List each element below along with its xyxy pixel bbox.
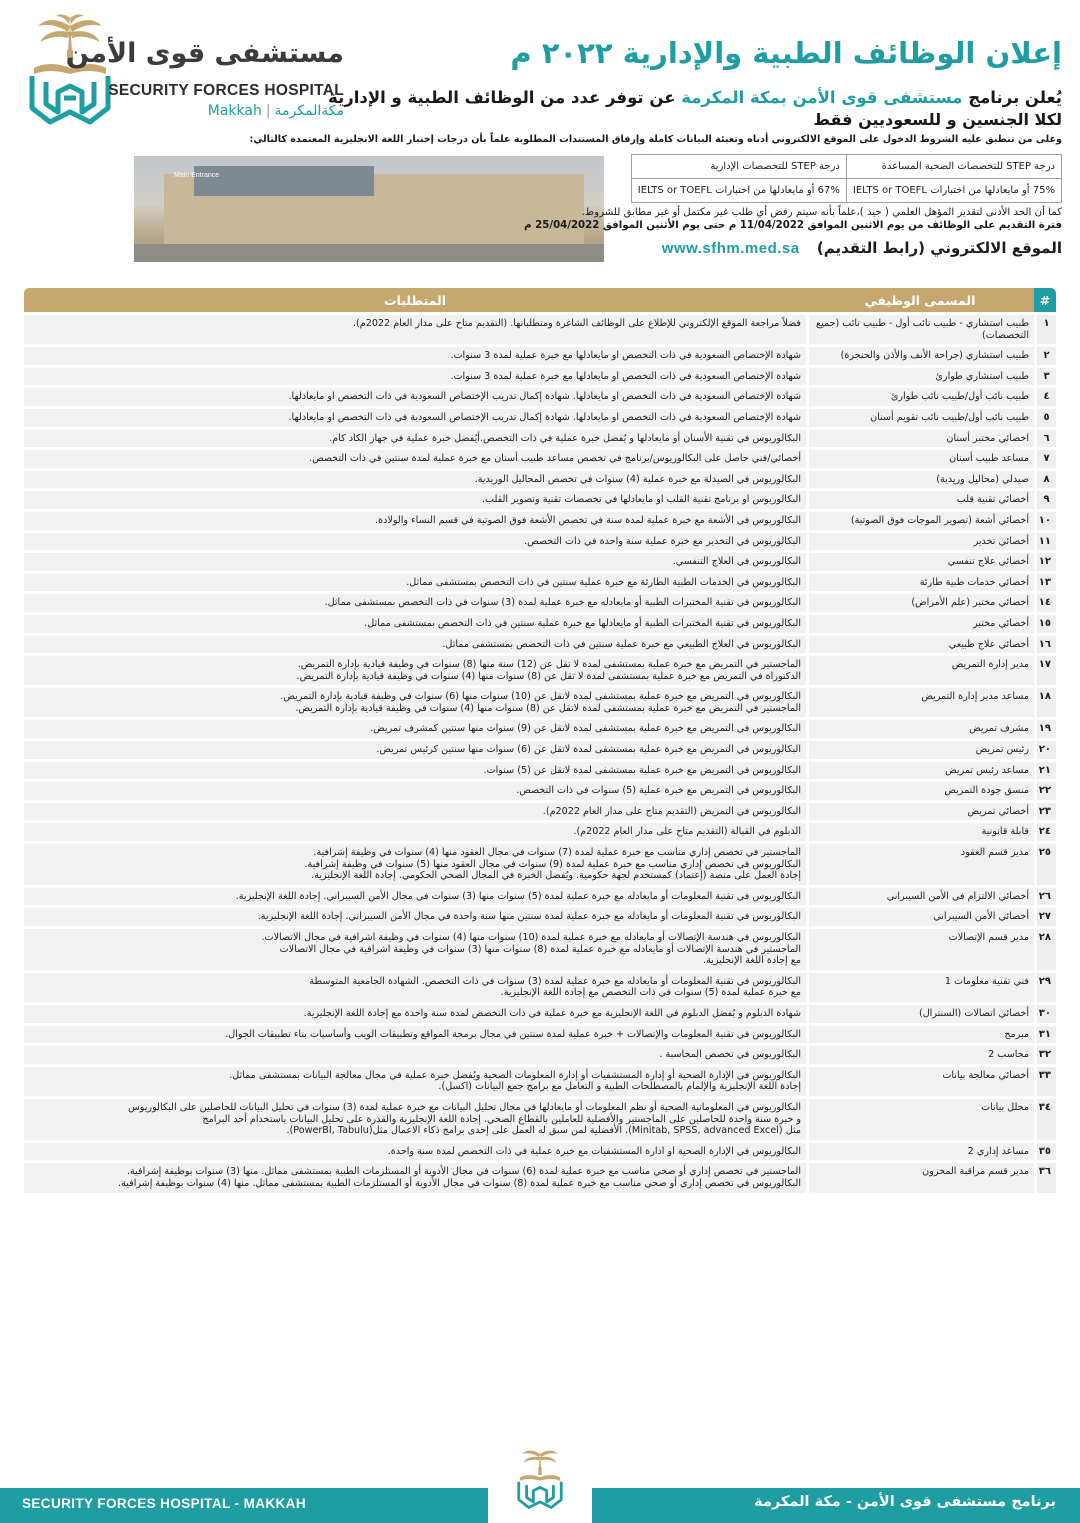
requirement-line: البكالوريوس في التمريض (التقديم متاح على مدار العام 2022م).	[542, 805, 801, 817]
row-requirements	[24, 1005, 806, 1023]
row-job-title: صيدلي (محاليل وريدية)	[806, 471, 1034, 489]
requirement-line: شهادة الدبلوم و يُفضل الدبلوم في اللغة الإنجليزية مع خبرة عملية في ذات التخصص لمدة سنة واحدة مع إجادة اللغة الإنجليزية.	[303, 1007, 801, 1019]
requirement-line: البكالوريوس في التمريض مع خبرة عملية بمستشفى لمدة لاتقل عن (9) سنوات منها سنتين كمشرف تمريض.	[370, 723, 801, 735]
requirement-line: البكالوريوس او برنامج تقنية القلب او مايعادلها في تخصصات تقنية وتصوير القلب.	[481, 494, 801, 506]
row-requirements	[24, 636, 806, 654]
row-job-title: أخصائي مختبر (علم الأمراض)	[806, 594, 1034, 612]
table-row	[24, 1163, 1056, 1192]
requirement-line: شهادة الإختصاص السعودية في ذات التخصص او مايعادلها. شهادة إكمال تدريب الإختصاص السعودية في ذات التخصص او مايعادلها.	[288, 391, 801, 403]
jobs-table	[24, 285, 1056, 1196]
row-job-title: مدير إدارة التمريض	[806, 656, 1034, 685]
row-requirements	[24, 574, 806, 592]
eligibility-line: لكلا الجنسين و للسعوديين فقط	[813, 110, 1062, 129]
requirement-line: الماجستير في تخصص إداري مناسب مع خبرة عملية لمدة (7) سنوات في مجال العقود منها (4) سنوات في وظيفة إشرافية.	[313, 847, 801, 859]
row-requirements	[24, 741, 806, 759]
header-job-title: المسمى الوظيفي	[806, 288, 1034, 312]
row-job-title: أخصائي معالجة بيانات	[806, 1067, 1034, 1096]
row-requirements	[24, 491, 806, 509]
jobs-table-body	[24, 315, 1056, 1193]
row-job-title: مشرف تمريض	[806, 720, 1034, 738]
requirement-line: و خبرة سنة واحدة للحاصلين على الماجستير والأفضلية للعاملين بالقطاع الصحي. إجادة اللغة الإنجليزية والقدرة على تحليل البيانات باستخدام أحد البرامج	[202, 1113, 801, 1125]
requirement-line: البكالوريوس في العلاج التنفسي.	[672, 556, 801, 568]
logo-city-ar: مكةالمكرمة	[274, 103, 344, 119]
row-requirements	[24, 471, 806, 489]
row-requirements	[24, 688, 806, 717]
requirement-line: مثل (Minitab, SPSS, advanced Excel). الأفضلية لمن سبق له العمل على إحدى برامج ذكاء الاعمال مثل(PowerBI, Tabulu).	[286, 1125, 801, 1137]
row-job-title: أخصائي تخدير	[806, 533, 1034, 551]
row-job-title: أخصائي الالتزام في الأمن السيبراني	[806, 888, 1034, 906]
table-row	[24, 1099, 1056, 1140]
table-row	[24, 1046, 1056, 1064]
row-requirements	[24, 1067, 806, 1096]
row-job-title: رئيس تمريض	[806, 741, 1034, 759]
row-requirements	[24, 594, 806, 612]
row-number: ٩	[1034, 491, 1056, 509]
note-min-grade: كما أن الحد الأدنى لتقدير المؤهل العلمي ( جيد )،علماً بأنه سيتم رفض أي طلب غير مكتمل أو غير مطابق للشروط.	[581, 207, 1062, 218]
application-notes	[524, 207, 1062, 232]
palm-emblem-icon	[20, 12, 120, 130]
row-job-title: مساعد مدير إدارة التمريض	[806, 688, 1034, 717]
row-job-title: طبيب نائب أول/طبيب نائب طوارئ	[806, 388, 1034, 406]
row-number: ١٧	[1034, 656, 1056, 685]
step-health-header: درجة STEP للتخصصات الصحية المساعدة	[846, 155, 1061, 179]
requirement-line: البكالوريوس في التمريض مع خبرة عملية بمستشفى لمدة لاتقل عن (10) سنوات منها (6) سنوات في وظيفة قيادية بإدارة التمريض.	[280, 691, 801, 703]
row-number: ٣٣	[1034, 1067, 1056, 1096]
row-requirements	[24, 1099, 806, 1140]
table-row	[24, 1026, 1056, 1044]
table-row	[24, 1143, 1056, 1161]
requirement-line: البكالوريوس في الإدارة الصحية او ادارة المستشفيات مع خبرة عملية في ذات التخصص لمدة سنة واحدة.	[387, 1145, 801, 1157]
row-number: ٣	[1034, 368, 1056, 386]
row-requirements	[24, 315, 806, 344]
requirement-line: البكالوريوس في التمريض مع خبرة عملية بمستشفى لمدة لاتقل عن (6) سنوات منها سنتين كرئيس تمريض.	[376, 744, 801, 756]
step-admin-header: درجة STEP للتخصصات الإدارية	[631, 155, 846, 179]
requirement-line: الدبلوم في القبالة (التقديم متاح على مدار العام 2022م).	[573, 826, 801, 838]
logo-city: Makkah | مكةالمكرمة	[207, 103, 344, 119]
requirement-line: إجادة اللغة الإنجليزية والإلمام بالمصطلحات الطبية و التعامل مع برامج جمع البيانات (اكسل).	[438, 1081, 801, 1093]
requirement-line: البكالوريوس في العلاج الطبيعي مع خبرة عملية سنتين في ذات التخصص بمستشفى مماثل.	[442, 638, 801, 650]
row-number: ٢٥	[1034, 844, 1056, 885]
row-requirements	[24, 973, 806, 1002]
logo-city-en: Makkah	[207, 103, 262, 119]
requirement-line: البكالوريوس في تخصص المحاسبة .	[659, 1049, 801, 1061]
logo-english-name: SECURITY FORCES HOSPITAL	[108, 82, 344, 99]
row-job-title: مساعد إداري 2	[806, 1143, 1034, 1161]
requirement-line: البكالوريوس في الصيدلة مع خبرة عملية (4) سنوات في تخصص المحاليل الوريدية.	[474, 473, 801, 485]
row-job-title: منسق جودة التمريض	[806, 782, 1034, 800]
table-row	[24, 512, 1056, 530]
table-row	[24, 315, 1056, 344]
requirement-line: مع خبرة عملية لمدة (5) سنوات في ذات التخصص مع إجادة اللغة الإنجليزية.	[500, 987, 801, 999]
requirement-line: البكالوريوس في تقنية المعلومات والإتصالات + خبرة عملية لمدة سنتين في مجال برمجة المواقع وتطبيقات الويب وأساسيات بناء تطبيقات الجوال.	[225, 1028, 801, 1040]
row-job-title: أخصائي أشعة (تصوير الموجات فوق الصوتية)	[806, 512, 1034, 530]
row-requirements	[24, 1046, 806, 1064]
table-row	[24, 471, 1056, 489]
table-row	[24, 823, 1056, 841]
requirement-line: أخصائي/فني حاصل على البكالوريوس/برنامج في تخصص مساعد طبيب أسنان مع خبرة عملية لمدة سنتين في ذات التخصص.	[309, 453, 801, 465]
announcement-subtitle	[328, 88, 1062, 107]
row-number: ٢٤	[1034, 823, 1056, 841]
table-row	[24, 430, 1056, 448]
row-number: ٢٢	[1034, 782, 1056, 800]
requirement-line: البكالوريوس في تقنية المعلومات أو مايعادله مع خبرة عملية لمدة (5) سنوات منها (3) سنوات في مجال الأمن السيبراني. إجادة اللغة الإنجليزية.	[235, 890, 801, 902]
table-row	[24, 533, 1056, 551]
row-number: ٢١	[1034, 762, 1056, 780]
table-row	[24, 656, 1056, 685]
row-requirements	[24, 533, 806, 551]
hospital-logo	[14, 12, 344, 130]
requirement-line: البكالوريوس في تقنية المختبرات الطبية أو مايعادله مع خبرة عملية لمدة (3) سنوات في ذات التخصص بمستشفى مماثل.	[324, 597, 801, 609]
requirement-line: شهادة الإختصاص السعودية في ذات التخصص او مايعادلها مع خبرة عملية لمدة 3 سنوات.	[450, 370, 801, 382]
row-job-title: فني تقنية معلومات 1	[806, 973, 1034, 1002]
requirement-line: البكالوريوس في التخدير مع خبرة عملية سنة واحدة في ذات التخصص.	[524, 535, 801, 547]
note-application-period: فترة التقديم على الوظائف من يوم الاثنين الموافق 11/04/2022 م حتى يوم الأثنين الموافق 25/04/2022 م	[524, 219, 1062, 231]
footer-palm-emblem-icon	[508, 1446, 572, 1512]
requirement-line: فضلاً مراجعة الموقع الإلكتروني للإطلاع على الوظائف الشاغرة ومتطلباتها. (التقديم متاح على مدار العام 2022م).	[352, 318, 801, 329]
row-number: ٥	[1034, 409, 1056, 427]
requirement-line: الماجستير في التمريض مع خبرة عملية بمستشفى لمدة لاتقل عن (8) سنوات منها (4) سنوات في وظيفة قيادية بإدارة التمريض.	[295, 702, 801, 714]
step-admin-value: 67% أو مايعادلها من اختبارات IELTS or TOEFL	[631, 179, 846, 203]
table-row	[24, 720, 1056, 738]
requirement-line: البكالوريوس في تقنية الأسنان أو مايعادلها و يُفضل خبرة عملية في ذات التخصص.أيُفضل خبرة عملية في جهاز الكاد كام.	[329, 432, 801, 444]
table-row	[24, 929, 1056, 970]
table-row	[24, 688, 1056, 717]
english-score-table	[631, 154, 1062, 203]
requirement-line: شهادة الإختصاص السعودية في ذات التخصص او مايعادلها. شهادة إكمال تدريب الإختصاص السعودية في ذات التخصص او مايعادلها.	[288, 411, 801, 423]
requirement-line: البكالوريوس في هندسة الإتصالات أو مايعادله مع خبرة عملية لمدة (10) سنوات منها (4) سنوات في وظيفة اشرافية في مجال الاتصالات.	[261, 932, 801, 943]
row-job-title: أخصائي علاج طبيعي	[806, 636, 1034, 654]
row-requirements	[24, 512, 806, 530]
table-row	[24, 973, 1056, 1002]
table-row	[24, 908, 1056, 926]
row-requirements	[24, 347, 806, 365]
row-job-title: محاسب 2	[806, 1046, 1034, 1064]
website-link[interactable]: www.sfhm.med.sa	[661, 240, 800, 257]
row-number: ١٨	[1034, 688, 1056, 717]
row-number: ١٢	[1034, 553, 1056, 571]
table-row	[24, 636, 1056, 654]
row-job-title: محلل بيانات	[806, 1099, 1034, 1140]
table-row	[24, 574, 1056, 592]
row-job-title: أخصائي علاج تنفسي	[806, 553, 1034, 571]
table-row	[24, 368, 1056, 386]
table-row	[24, 782, 1056, 800]
row-number: ٢٧	[1034, 908, 1056, 926]
row-job-title: طبيب استشاري طوارئ	[806, 368, 1034, 386]
main-entrance-sign: Main Entrance	[174, 172, 220, 179]
table-row	[24, 1005, 1056, 1023]
row-requirements	[24, 388, 806, 406]
table-row	[24, 888, 1056, 906]
row-number: ٣٦	[1034, 1163, 1056, 1192]
row-requirements	[24, 929, 806, 970]
row-requirements	[24, 844, 806, 885]
subtitle-suffix: عن توفر عدد من الوظائف الطبية و الإدارية	[328, 88, 676, 107]
row-number: ٦	[1034, 430, 1056, 448]
page-title: إعلان الوظائف الطبية والإدارية ٢٠٢٢ م	[510, 36, 1062, 70]
row-number: ٧	[1034, 450, 1056, 468]
website-label: الموقع الالكتروني (رابط التقديم)	[816, 239, 1062, 257]
row-number: ٢٣	[1034, 803, 1056, 821]
requirement-line: البكالوريوس في تخصص إداري أو صحي مناسب مع خبرة عملية لمدة (8) سنوات في مجال الأدوية أو المستلزمات الطبية بمستشفى مماثل. منها (4) سنوات بوظيفة إشرافية.	[118, 1177, 801, 1189]
footer-arabic-text: برنامج مستشفى قوى الأمن - مكة المكرمة	[754, 1494, 1056, 1510]
table-row	[24, 803, 1056, 821]
header-number: #	[1034, 288, 1056, 312]
row-number: ١٦	[1034, 636, 1056, 654]
row-requirements	[24, 762, 806, 780]
row-job-title: أخصائي مختبر	[806, 615, 1034, 633]
table-row	[24, 615, 1056, 633]
row-requirements	[24, 823, 806, 841]
row-requirements	[24, 720, 806, 738]
footer-english-text: SECURITY FORCES HOSPITAL - MAKKAH	[22, 1496, 306, 1511]
jobs-table-header	[24, 288, 1056, 312]
row-requirements	[24, 782, 806, 800]
table-row	[24, 450, 1056, 468]
row-job-title: مدير قسم الإتصالات	[806, 929, 1034, 970]
requirement-line: البكالوريوس في تقنية المختبرات الطبية أو مايعادلها مع خبرة عملية سنتين في ذات التخصص بمستشفى مماثل.	[364, 617, 801, 629]
row-requirements	[24, 409, 806, 427]
row-number: ٢	[1034, 347, 1056, 365]
row-number: ١٥	[1034, 615, 1056, 633]
row-job-title: اخصائي مختبر أسنان	[806, 430, 1034, 448]
table-row	[24, 762, 1056, 780]
row-requirements	[24, 1163, 806, 1192]
row-number: ٢٨	[1034, 929, 1056, 970]
table-row	[24, 347, 1056, 365]
row-job-title: مبرمج	[806, 1026, 1034, 1044]
header-requirements: المتطلبات	[24, 288, 806, 312]
row-number: ٣٠	[1034, 1005, 1056, 1023]
row-number: ١٩	[1034, 720, 1056, 738]
row-requirements	[24, 1026, 806, 1044]
row-number: ٢٩	[1034, 973, 1056, 1002]
row-job-title: قابلة قانونية	[806, 823, 1034, 841]
table-row	[24, 1067, 1056, 1096]
requirement-line: البكالوريوس في الأشعة مع خبرة عملية لمدة سنة في تخصص الأشعة فوق الصوتية في قسم النساء والولادة.	[375, 514, 801, 526]
row-number: ١٣	[1034, 574, 1056, 592]
road-shape	[134, 244, 604, 262]
logo-arabic-name: مستشفى قوى الأمن	[66, 38, 344, 69]
requirement-line: البكالوريوس في الخدمات الطبية الطارئة مع خبرة عملية سنتين في ذات التخصص بمستشفى مماثل.	[406, 576, 801, 588]
row-number: ١٤	[1034, 594, 1056, 612]
row-requirements	[24, 656, 806, 685]
row-job-title: مساعد طبيب أسنان	[806, 450, 1034, 468]
row-requirements	[24, 908, 806, 926]
subtitle-org: مستشفى قوى الأمن بمكة المكرمة	[681, 88, 963, 107]
requirement-line: البكالوريوس في المعلوماتية الصحية أو نظم المعلومات أو مايعادلها في مجال تحليل البيانات مع خبرة عملية لمدة (3) سنوات في تحليل البيانات للحاصلين على البكالوريوس	[128, 1101, 801, 1113]
row-requirements	[24, 1143, 806, 1161]
requirement-line: البكالوريوس في تقنية المعلومات أو مايعادله مع خبرة عملية لمدة (3) سنوات في ذات التخصص. الشهادة الجامعية المتوسطة	[309, 975, 801, 987]
requirement-line: البكالوريوس في تخصص إداري مناسب مع خبرة عملية لمدة (9) سنوات في مجال العقود منها (5) سنوات في وظيفة إشرافية.	[304, 858, 801, 870]
row-job-title: طبيب استشاري (جراحة الأنف والأذن والحنجرة)	[806, 347, 1034, 365]
row-requirements	[24, 803, 806, 821]
requirement-line: البكالوريوس في الإدارة الصحية أو إدارة المستشفيات أو إدارة المعلومات الصحية ويُفضل خبرة عملية في مجال معالجة البيانات بمستشفى مماثل.	[229, 1069, 801, 1081]
requirement-line: البكالوريوس في التمريض مع خبرة عملية بمستشفى لمدة لاتقل عن (5) سنوات.	[483, 764, 801, 776]
row-job-title: مساعد رئيس تمريض	[806, 762, 1034, 780]
requirement-line: الدكتوراة في التمريض مع خبرة عملية بمستشفى لمدة لا تقل عن (8) سنوات منها (4) سنوات في وظيفة قيادية بإدارة التمريض.	[296, 670, 801, 682]
row-number: ٢٦	[1034, 888, 1056, 906]
table-row	[24, 409, 1056, 427]
table-row	[24, 388, 1056, 406]
row-requirements	[24, 430, 806, 448]
row-job-title: أخصائي تمريض	[806, 803, 1034, 821]
row-job-title: أخصائي تقنية قلب	[806, 491, 1034, 509]
row-job-title: أخصائي اتصالات (السنترال)	[806, 1005, 1034, 1023]
row-job-title: طبيب نائب أول/طبيب نائب تقويم أسنان	[806, 409, 1034, 427]
building-roof-shape	[194, 166, 374, 196]
requirement-line: إجادة العمل على منصة (إعتماد) كمستخدم لجهة حكومية. ويُفضل الخبرة في المجال الصحي الحكومي. إجادة اللغة الإنجليزية.	[311, 870, 801, 882]
requirement-line: الماجستير في تخصص إداري أو صحي مناسب مع خبرة عملية لمدة (6) سنوات في مجال الأدوية أو المستلزمات الطبية بمستشفى مماثل. منها (3) سنوات بوظيفة إشرافية.	[126, 1166, 801, 1178]
row-job-title: طبيب استشاري - طبيب نائب أول - طبيب نائب (جميع التخصصات)	[806, 315, 1034, 344]
row-number: ٣٥	[1034, 1143, 1056, 1161]
row-job-title: أخصائي الأمن السيبراني	[806, 908, 1034, 926]
row-requirements	[24, 615, 806, 633]
row-requirements	[24, 368, 806, 386]
table-row	[24, 553, 1056, 571]
row-number: ٨	[1034, 471, 1056, 489]
row-job-title: أخصائي خدمات طبية طارئة	[806, 574, 1034, 592]
row-requirements	[24, 553, 806, 571]
table-row	[24, 844, 1056, 885]
row-job-title: مدير قسم مراقبة المخزون	[806, 1163, 1034, 1192]
row-number: ١٠	[1034, 512, 1056, 530]
row-job-title: مدير قسم العقود	[806, 844, 1034, 885]
table-row	[24, 491, 1056, 509]
intro-text: وعلى من تنطبق عليه الشروط الدخول على الموقع الالكتروني أدناه وتعبئة البيانات كاملة وإرفاق المستندات المطلوبة علماً بأن درجات إختبار اللغة الانجليزية المعتمدة كالتالي:	[249, 134, 1062, 145]
website-row	[662, 239, 1062, 257]
subtitle-prefix: يُعلن برنامج	[968, 88, 1062, 107]
row-number: ١١	[1034, 533, 1056, 551]
requirement-line: شهادة الإختصاص السعودية في ذات التخصص او مايعادلها مع خبرة عملية لمدة 3 سنوات.	[450, 350, 801, 362]
row-number: ٣١	[1034, 1026, 1056, 1044]
row-number: ٣٤	[1034, 1099, 1056, 1140]
step-health-value: 75% أو مايعادلها من اختبارات IELTS or TOEFL	[846, 179, 1061, 203]
table-row	[24, 741, 1056, 759]
requirement-line: البكالوريوس في التمريض مع خبرة عملية (5) سنوات في ذات التخصص.	[516, 785, 801, 797]
requirement-line: الماجستير في التمريض مع خبرة عملية بمستشفى لمدة لا تقل عن (12) سنة منها (8) سنوات في وظيفة قيادية بإدارة التمريض.	[297, 659, 801, 671]
row-requirements	[24, 888, 806, 906]
row-number: ٤	[1034, 388, 1056, 406]
row-number: ٣٢	[1034, 1046, 1056, 1064]
row-requirements	[24, 450, 806, 468]
row-number: ١	[1034, 315, 1056, 344]
requirement-line: الماجستير في هندسة الإتصالات أو مايعادله مع خبرة عملية لمدة (8) سنوات منها (3) سنوات في وظيفة اشرافية في مجال الاتصالات	[279, 943, 801, 955]
table-row	[24, 594, 1056, 612]
requirement-line: البكالوريوس في تقنية المعلومات أو مايعادله مع خبرة عملية لمدة سنتين منها سنة واحدة في مجال الأمن السيبراني. إجادة اللغة الإنجليزية.	[257, 911, 801, 923]
requirement-line: مع إجادة اللغة الإنجليزية.	[703, 955, 801, 967]
row-number: ٢٠	[1034, 741, 1056, 759]
